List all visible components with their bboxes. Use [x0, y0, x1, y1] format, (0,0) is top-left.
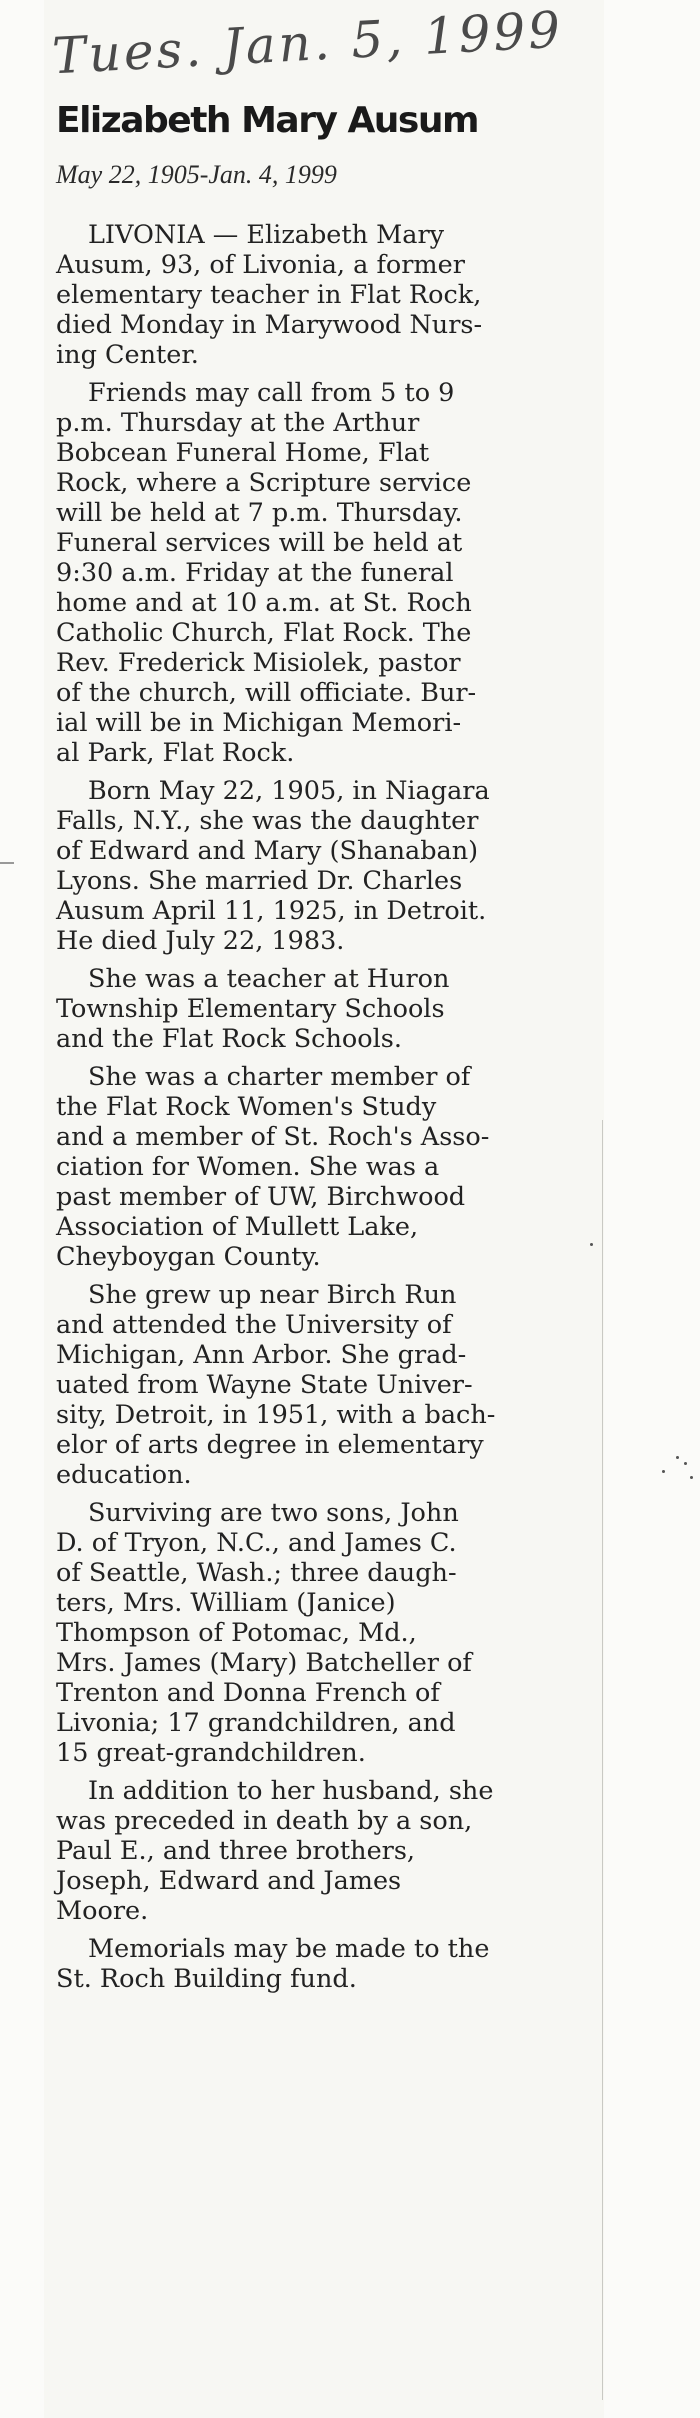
text-line: elor of arts degree in elementary [56, 1430, 484, 1460]
text-line: Rock, where a Scripture service [56, 468, 472, 498]
text-line: and attended the University of [56, 1310, 452, 1340]
text-line: Friends may call from 5 to 9 [88, 378, 455, 408]
text-line: She was a teacher at Huron [88, 964, 450, 994]
obituary-paragraph [56, 378, 588, 768]
text-line: Township Elementary Schools [56, 994, 445, 1024]
text-line: Lyons. She married Dr. Charles [56, 866, 463, 896]
text-line: LIVONIA — Elizabeth Mary [88, 220, 445, 250]
text-line: Falls, N.Y., she was the daughter [56, 806, 479, 836]
text-line: education. [56, 1460, 192, 1490]
text-line: will be held at 7 p.m. Thursday. [56, 498, 463, 528]
text-line: Ausum, 93, of Livonia, a former [56, 250, 465, 280]
speck [684, 1462, 687, 1465]
text-line: died Monday in Marywood Nurs- [56, 310, 483, 340]
text-line: p.m. Thursday at the Arthur [56, 408, 420, 438]
obituary-paragraph [56, 776, 588, 956]
text-line: Paul E., and three brothers, [56, 1836, 416, 1866]
obituary-body [56, 220, 588, 2002]
text-line: Ausum April 11, 1925, in Detroit. [56, 896, 487, 926]
text-line: ing Center. [56, 340, 199, 370]
text-line: 9:30 a.m. Friday at the funeral [56, 558, 454, 588]
text-line: ial will be in Michigan Memori- [56, 708, 462, 738]
obituary-paragraph [56, 1776, 588, 1926]
text-line: 15 great-grandchildren. [56, 1738, 366, 1768]
text-line: Catholic Church, Flat Rock. The [56, 618, 472, 648]
text-line: of the church, will officiate. Bur- [56, 678, 477, 708]
text-line: Rev. Frederick Misiolek, pastor [56, 648, 461, 678]
handwritten-date: Tues. Jan. 5, 1999 [50, 0, 565, 86]
text-line: Association of Mullett Lake, [56, 1212, 419, 1242]
text-line: Livonia; 17 grandchildren, and [56, 1708, 456, 1738]
obituary-paragraph [56, 1498, 588, 1768]
text-line: Thompson of Potomac, Md., [56, 1618, 417, 1648]
column-rule [602, 1120, 603, 2400]
text-line: Moore. [56, 1896, 149, 1926]
text-line: was preceded in death by a son, [56, 1806, 473, 1836]
text-line: and a member of St. Roch's Asso- [56, 1122, 490, 1152]
obituary-paragraph [56, 220, 588, 370]
text-line: of Edward and Mary (Shanaban) [56, 836, 479, 866]
text-line: Michigan, Ann Arbor. She grad- [56, 1340, 467, 1370]
text-line: Memorials may be made to the [88, 1934, 490, 1964]
life-dates: May 22, 1905-Jan. 4, 1999 [56, 160, 337, 189]
text-line: St. Roch Building fund. [56, 1964, 357, 1994]
text-line: Funeral services will be held at [56, 528, 463, 558]
text-line: past member of UW, Birchwood [56, 1182, 466, 1212]
edge-mark [0, 862, 14, 864]
text-line: sity, Detroit, in 1951, with a bach- [56, 1400, 496, 1430]
speck [690, 1476, 693, 1479]
text-line: Mrs. James (Mary) Batcheller of [56, 1648, 472, 1678]
speck [676, 1456, 679, 1459]
text-line: He died July 22, 1983. [56, 926, 345, 956]
text-line: Surviving are two sons, John [88, 1498, 459, 1528]
text-line: ciation for Women. She was a [56, 1152, 440, 1182]
text-line: of Seattle, Wash.; three daugh- [56, 1558, 457, 1588]
text-line: Born May 22, 1905, in Niagara [88, 776, 490, 806]
text-line: elementary teacher in Flat Rock, [56, 280, 482, 310]
speck [590, 1243, 593, 1246]
obituary-paragraph [56, 1934, 588, 1994]
obituary-paragraph [56, 964, 588, 1054]
text-line: She was a charter member of [88, 1062, 471, 1092]
text-line: home and at 10 a.m. at St. Roch [56, 588, 472, 618]
text-line: D. of Tryon, N.C., and James C. [56, 1528, 457, 1558]
text-line: She grew up near Birch Run [88, 1280, 457, 1310]
obituary-paragraph [56, 1062, 588, 1272]
text-line: ters, Mrs. William (Janice) [56, 1588, 396, 1618]
obituary-headline: Elizabeth Mary Ausum [56, 100, 479, 141]
text-line: Joseph, Edward and James [56, 1866, 402, 1896]
text-line: Trenton and Donna French of [56, 1678, 440, 1708]
text-line: the Flat Rock Women's Study [56, 1092, 437, 1122]
text-line: Cheyboygan County. [56, 1242, 321, 1272]
text-line: and the Flat Rock Schools. [56, 1024, 402, 1054]
text-line: uated from Wayne State Univer- [56, 1370, 473, 1400]
text-line: al Park, Flat Rock. [56, 738, 295, 768]
text-line: In addition to her husband, she [88, 1776, 494, 1806]
speck [662, 1470, 665, 1473]
obituary-paragraph [56, 1280, 588, 1490]
text-line: Bobcean Funeral Home, Flat [56, 438, 430, 468]
